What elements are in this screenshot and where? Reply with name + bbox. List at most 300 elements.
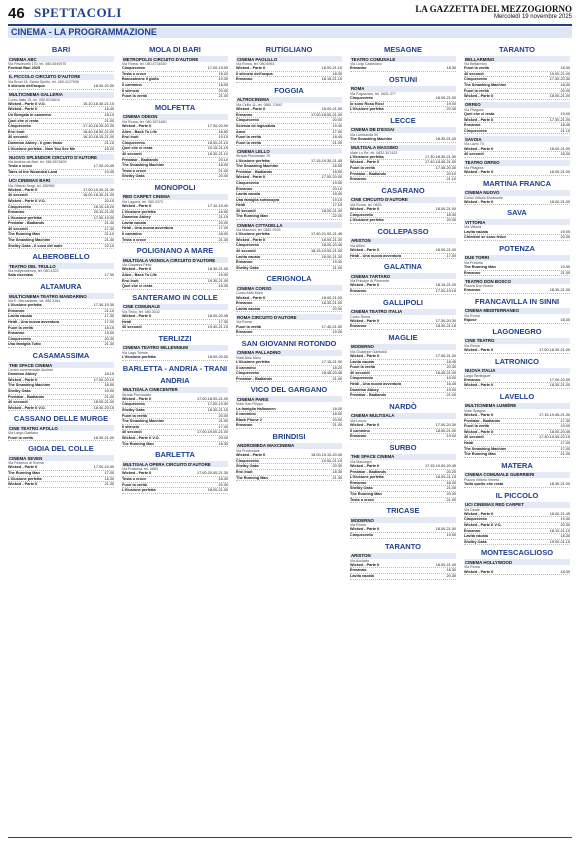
showtimes: 17.15 [332, 203, 342, 208]
screening-row [464, 235, 570, 241]
cinema-address: Via Roma [464, 313, 480, 318]
showtimes: 18.30 [560, 569, 570, 574]
film-title: L'illusione perfetta - Now You See Me [8, 146, 76, 151]
film-title: Fuori la verità [122, 94, 147, 99]
film-title: Wicked - Parte II [350, 562, 380, 567]
city-heading: IL PICCOLO [495, 490, 539, 500]
cinema-address: Via Acclavio [350, 558, 370, 563]
film-title: L'illusione perfetta [122, 209, 156, 214]
film-title: Cinquecento [8, 204, 31, 209]
film-title: Wicked - Parte II [464, 146, 494, 151]
cinema-name: MULTISALA OPERA CIRCUITO D'AUTORE [122, 461, 228, 467]
film-title: Wicked - Parte II [122, 123, 152, 128]
screening-row [8, 342, 114, 348]
city-heading: POTENZA [499, 243, 535, 253]
cinema-name: CINEMA CORSO [236, 285, 342, 291]
film-title: L'illusione perfetta [8, 215, 42, 220]
film-title: Lavita vacata [236, 254, 260, 259]
cinema-address: Via Luigi Castellano [350, 62, 382, 66]
showtimes: 20.20 [446, 469, 456, 474]
film-title: Il cammino [350, 428, 370, 433]
city-heading: NARDÒ [389, 401, 417, 411]
film-title: Cinquecento [350, 376, 373, 381]
cinema-address: Via Roma [350, 523, 366, 528]
cinema-name: MULTICINEMA LUMIÈRE [464, 403, 570, 409]
cinema-address: Via Roma [464, 343, 480, 348]
showtimes: 20.30 [446, 492, 456, 497]
film-title: L'illusione perfetta [350, 107, 384, 112]
showtimes: 21.00 [104, 394, 114, 399]
film-title: Testa o croce [8, 164, 33, 169]
showtimes: 17.30 [560, 418, 570, 423]
film-title: Quel che ci resta [122, 284, 153, 289]
showtimes: 21.30 [218, 237, 228, 242]
city-heading: MARTINA FRANCA [482, 178, 552, 188]
showtimes: 20.30 [446, 573, 456, 578]
cinema-name: CINE COMUNALE [122, 304, 228, 310]
screening-row [122, 238, 228, 244]
showtimes: 18.00-21.00 [435, 562, 456, 567]
cinema-address: Via Pretoria [464, 260, 483, 265]
film-title: Ermanno [236, 260, 253, 265]
showtimes: 16.00-18.30-21.00 [82, 193, 114, 198]
showtimes: 18.00-21.00 [549, 94, 570, 99]
showtimes: 20.10 [446, 171, 456, 176]
cinema-address: Corso Aldo Moro [236, 291, 263, 296]
film-title: Predator - Badlands [8, 221, 45, 226]
screening-row [8, 273, 114, 279]
city-heading: MOLA DI BARI [149, 45, 201, 54]
film-title: Shelby Oaks [122, 408, 145, 413]
showtimes: 18.30 [332, 469, 342, 474]
film-title: Cinquecento [350, 212, 373, 217]
screening-row [350, 393, 456, 399]
showtimes: 18.00-20.30 [93, 84, 114, 88]
showtimes: 18.00-21.30 [321, 208, 342, 213]
showtimes: 19.30 [332, 330, 342, 335]
screening-row [464, 271, 570, 277]
city-heading: MAGLIE [388, 332, 418, 342]
film-title: Wicked - Parte II [236, 295, 266, 300]
cinema-name: CINEMA NUOVO [464, 190, 570, 196]
showtimes: 21.00 [560, 270, 570, 275]
film-title: The Smashing Machine [8, 238, 51, 243]
film-title: Brancaleone il giallo [122, 77, 159, 82]
showtimes: 18.00-19.10-20.40 [310, 453, 342, 458]
film-title: Cinquecento [464, 517, 487, 522]
film-title: Fuori la verità [236, 140, 261, 145]
film-title: Wicked - Parte II [8, 482, 38, 487]
film-title: Predator - Badlands [350, 171, 387, 176]
screening-row [236, 330, 342, 336]
film-title: Scienza ed ingiustizia [236, 123, 276, 128]
film-title: Wicked - Parte II [464, 94, 494, 99]
showtimes: 18.10 [104, 112, 114, 117]
film-title: The Running Man [464, 264, 496, 269]
film-title: Heidi [122, 319, 132, 324]
showtimes: 20.10 [332, 186, 342, 191]
showtimes: 20.10-21.00 [93, 210, 114, 215]
showtimes: 21.30 [104, 342, 114, 347]
cinema-address: Via Roma, tel. 080.6951 [236, 62, 275, 66]
showtimes: 17.30 [218, 319, 228, 324]
cinema-name: MULTICINEMA TEATRO MANDARINO [8, 293, 114, 299]
film-title: Fuori la verità [464, 424, 489, 429]
film-title: Wicked - Parte II [350, 423, 380, 428]
showtimes: 21.30 [332, 475, 342, 480]
film-title: Il silenzio [122, 88, 140, 93]
film-title: Predator - Badlands [122, 157, 159, 162]
showtimes: 17.00 [560, 441, 570, 446]
film-title: L'illusione perfetta [350, 218, 384, 223]
film-title: Una famiglia Tutto [8, 342, 41, 347]
film-title: Wicked - Parte II [350, 160, 380, 165]
showtimes: 18.30-21.00 [93, 435, 114, 440]
screening-row [464, 318, 570, 324]
film-title: 40 secondi [464, 152, 484, 157]
film-title: 40 secondi [122, 151, 142, 156]
city-heading: MATERA [501, 460, 533, 470]
showtimes: 18.30 [446, 568, 456, 573]
film-title: Wicked - Parte II [236, 453, 266, 458]
showtimes: 17.00-18.00-21.00 [310, 112, 342, 117]
film-title: Tales of the Wounded Land [8, 169, 58, 174]
cinema-name: ORFEO [464, 102, 570, 108]
showtimes: 21.10 [104, 308, 114, 313]
film-title: Eroi Inuit [122, 135, 139, 140]
film-title: Predator - Badlands [8, 394, 45, 399]
screening-row [236, 476, 342, 482]
city-heading: BARI [51, 45, 71, 54]
film-title: 40 secondi [236, 249, 256, 254]
film-title: Wicked - Parte II [236, 107, 266, 112]
showtimes: 19.15-21.15 [207, 146, 228, 151]
showtimes: 19.00 [560, 229, 570, 234]
film-title: Wicked - Parte II [464, 169, 494, 174]
film-title: Heidi [464, 441, 474, 446]
showtimes: 21.00 [104, 118, 114, 123]
film-title: 40 secondi [350, 370, 370, 375]
film-title: Lavita vacata [350, 573, 374, 578]
showtimes: 17.00-19.30 [207, 402, 228, 407]
film-title: Wicked - Parte II [122, 314, 152, 319]
cinema-address: Via Pitagora [464, 107, 484, 112]
showtimes: 16.10-18.20 [93, 204, 114, 209]
showtimes: 18.20 [104, 146, 114, 151]
showtimes: 19.50 [332, 180, 342, 185]
showtimes: 18.15-21.15 [321, 77, 342, 82]
screening-row [464, 570, 570, 576]
film-title: Sala riservata [8, 273, 33, 278]
film-title: The Smashing Machine [122, 163, 165, 168]
cinema-name: ARISTON [350, 553, 456, 559]
cinema-address: Via Lago Trieste [122, 350, 148, 355]
film-title: The Smashing Machine [236, 164, 279, 169]
city-heading: TARANTO [385, 541, 421, 551]
showtimes: 18.00 [332, 412, 342, 417]
film-title: Ermanno [464, 288, 481, 293]
cinema-name: CINEMA PARIS [236, 396, 342, 402]
screening-row [464, 348, 570, 354]
showtimes: 18.45 [332, 135, 342, 140]
showtimes: 17.00-21.30 [435, 354, 456, 359]
film-title: Fuori la verità [464, 88, 489, 93]
film-title: Il silenzio [122, 424, 140, 429]
cinema-address: Via Lombardia 50 [350, 132, 379, 137]
showtimes: 19.40-21.15 [207, 325, 228, 330]
screening-row [350, 107, 456, 113]
cinema-address: Via Cirillo 11, tel. 0881.70847 [236, 102, 283, 107]
showtimes: 17.30-19.30 [93, 303, 114, 308]
film-title: Eroi Inuit [8, 129, 25, 134]
film-title: Wicked - Parte II [8, 187, 38, 192]
film-title: Fuori la verità [122, 413, 147, 418]
cinema-address: Via Tirolo, tel. 080.3032 [122, 309, 160, 314]
city-heading: COLLEPASSO [377, 226, 429, 236]
showtimes: 18.00-21.00 [435, 428, 456, 433]
showtimes: 17.40 [218, 424, 228, 429]
showtimes: 18.00-21.00 [435, 206, 456, 211]
city-heading: LAVELLO [499, 391, 535, 401]
showtimes: 20.40 [218, 174, 228, 179]
cinema-address: Via Giuseppe Garibaldi [350, 349, 387, 354]
cinema-address: Piazza Vittorio Veneto [464, 477, 500, 482]
film-title: Wicked - Parte II [350, 247, 380, 252]
cinema-name: ALTROCINEMA [236, 97, 342, 103]
footer-rule [8, 837, 572, 838]
screening-row [350, 218, 456, 224]
film-title: Ermanno [236, 423, 253, 428]
cinema-address: Corso Roma [350, 314, 371, 319]
film-title: Ermanno [350, 66, 367, 71]
cinema-name: CINEMA CITTADELLA [236, 222, 342, 228]
city-heading: TERLIZZI [158, 333, 192, 343]
city-heading: GIOIA DEL COLLE [28, 444, 94, 454]
film-title: L'illusione perfetta [236, 232, 270, 237]
listing-column-2 [122, 42, 228, 834]
film-title: Ermanno [350, 434, 367, 439]
showtimes: 18.00-21.00 [435, 527, 456, 532]
screening-row [122, 94, 228, 100]
showtimes: 19.00-21.15 [321, 458, 342, 463]
showtimes: 17.15-19.30-21.45 [310, 158, 342, 163]
film-title: The Smashing Machine [122, 419, 165, 424]
film-title: Wicked - Parte II V.O. [122, 435, 160, 440]
film-title: Heidi - Una nuova avventura [122, 226, 174, 231]
showtimes: 16.45 [446, 382, 456, 387]
showtimes: 21.00 [446, 486, 456, 491]
film-title: Ermanno [464, 270, 481, 275]
cinema-name: ROMA [350, 86, 456, 92]
film-title: Ermanno [350, 288, 367, 293]
cinema-name: TEATRO COMUNALE [350, 56, 456, 62]
film-title: Cinquecento [350, 533, 373, 537]
film-title: Wicked - Parte II [350, 354, 380, 359]
film-title: Io sono Rosa Ricci [350, 101, 384, 106]
showtimes: 18.30-21.00 [207, 267, 228, 272]
film-title: Il silenzio dell'acqua [236, 71, 273, 76]
screening-row [350, 533, 456, 539]
showtimes: 20.10 [218, 157, 228, 162]
cinema-address: Largo Berlinguer [464, 373, 491, 378]
listing-column-3 [236, 42, 342, 834]
showtimes: 17.00 [104, 470, 114, 475]
film-title: Wicked - Parte II V.O. [464, 523, 502, 528]
screening-row [236, 266, 342, 272]
showtimes: 17.15-19.00-20.45 [424, 464, 456, 469]
showtimes: 18.00-21.00 [549, 146, 570, 151]
film-title: Predator - Badlands [350, 469, 387, 474]
showtimes: 21.15 [218, 215, 228, 220]
cinema-address: Centro commerciale Auchan [8, 368, 54, 373]
film-title: Fuori la verità [236, 135, 261, 140]
screening-row [350, 324, 456, 330]
showtimes: 18.00-20.45 [549, 429, 570, 434]
film-title: Predator - Badlands [236, 376, 273, 381]
city-heading: MOLFETTA [154, 102, 196, 112]
showtimes: 18.10-21.10 [549, 528, 570, 533]
showtimes: 17.15-19.45-21.30 [538, 413, 570, 418]
screening-row [350, 289, 456, 295]
cinema-name: NUOVA ITALIA [464, 368, 570, 374]
showtimes: 18.30-21.15 [435, 324, 456, 329]
city-heading: BRINDISI [272, 431, 306, 441]
film-title: Festival Bari 2025 [8, 66, 41, 71]
showtimes: 21.00 [332, 376, 342, 381]
showtimes: 19.00 [560, 424, 570, 429]
showtimes: 17.40-21.50 [321, 324, 342, 329]
film-title: Wicked - Parte II [236, 66, 266, 71]
showtimes: 21.00 [560, 452, 570, 457]
screening-row [350, 137, 456, 143]
film-title: Quel che ci resta [464, 111, 495, 116]
film-title: Ripose [464, 318, 477, 323]
film-title: Shelby Oaks [122, 174, 145, 179]
showtimes: 20.00 [332, 118, 342, 123]
cinema-address: Strada Provinciale 70 [236, 154, 271, 159]
showtimes: 17.40-18.40-21.00 [424, 160, 456, 165]
screening-row [350, 498, 456, 504]
screening-row [464, 152, 570, 158]
cinema-name: ANDROMEDA MAXCINEMA [236, 443, 342, 449]
film-title: Downton Abbey [8, 372, 37, 377]
film-title: Fuori la verità [8, 325, 33, 330]
screening-row [464, 200, 570, 206]
cinema-address: Via Leuca [350, 418, 366, 423]
showtimes: 20.00 [218, 88, 228, 93]
film-title: 40 secondi [8, 193, 28, 198]
city-heading: SANTERAMO IN COLLE [132, 292, 218, 302]
film-title: Wicked - Parte II [8, 465, 38, 470]
screening-row [350, 574, 456, 580]
city-heading: TRICASE [386, 506, 420, 516]
showtimes: 18.30 [560, 534, 570, 539]
cinema-name: NUOVO SPLENDOR CIRCUITO D'AUTORE [8, 154, 114, 160]
cinema-name: VITTORIA [464, 219, 570, 225]
showtimes: 21.00 [446, 497, 456, 502]
cinema-address: Via Ottavio Sergi, tel. 892960 [8, 183, 55, 188]
issue-date: Mercoledì 19 novembre 2025 [493, 14, 572, 20]
showtimes: 17.00-19.20-21.30 [82, 187, 114, 192]
showtimes: 16.10-18.15-21.00 [82, 135, 114, 140]
film-title: Lavita vacata [350, 359, 374, 364]
showtimes: 18.15-19.00-21.30 [310, 249, 342, 254]
showtimes: 18.30 [560, 82, 570, 87]
film-title: Heidi [236, 203, 246, 208]
cinema-address: Via Provinciale [236, 448, 260, 453]
showtimes: 19.10 [218, 135, 228, 140]
showtimes: 18.15 [104, 325, 114, 330]
film-title: 40 secondi [236, 208, 256, 213]
cinema-name: TEATRO DEL TRULLO [8, 263, 114, 269]
film-title: 40 secondi [122, 430, 142, 435]
film-title: Wicked - Parte II [464, 383, 494, 388]
film-title: L'illusione perfetta [122, 488, 156, 493]
cinema-address: Via Bruni 18, Santo Spirito, tel. 080.4127698 [8, 79, 79, 84]
film-title: Fuori la verità [122, 482, 147, 487]
film-title: Fuori la verità [236, 324, 261, 329]
city-heading: LAGONEGRO [492, 326, 542, 336]
cinema-address: Via Alfieri [350, 243, 365, 248]
film-title: Wicked - Parte II [8, 107, 38, 112]
cinema-address: Via Principe di Piemonte [350, 279, 390, 284]
film-title: Cinquecento [8, 336, 31, 341]
showtimes: 18.00-21.10 [207, 140, 228, 145]
showtimes: 18.15 [104, 372, 114, 377]
showtimes: 19.40 [332, 123, 342, 128]
city-heading: OSTUNI [388, 74, 418, 84]
cinema-address: Via Giovanni Pinto [122, 263, 152, 268]
film-title: Wicked - Parte II [350, 283, 380, 288]
film-title: 40 secondi [8, 135, 28, 140]
film-title: Ermanno [350, 480, 367, 485]
showtimes: 18.20 [218, 71, 228, 76]
film-title: Wicked - Parte II [350, 464, 380, 469]
film-title: Lavita vacata [236, 192, 260, 197]
film-title: Lavita vacata [8, 314, 32, 319]
cinema-name: TEATRO DON BOSCO [464, 278, 570, 284]
film-title: Cinquecento [236, 371, 259, 376]
film-title: Un Bengala in cammino [8, 112, 52, 117]
cinema-name: THE SPACE CINEMA [8, 362, 114, 368]
cinema-name: CINEMA TEATRO ITALIA [350, 309, 456, 315]
masthead-title: LA GAZZETTA DEL MEZZOGIORNO [415, 4, 572, 14]
showtimes: 15.10-18.30-21.15 [82, 101, 114, 106]
city-heading: LECCE [390, 115, 416, 125]
cinema-name: MULTISALA CINECENTER [122, 387, 228, 393]
film-title: L'illusione perfetta [122, 355, 156, 360]
showtimes: 18.30-21.00 [435, 136, 456, 141]
city-heading: MONOPOLI [154, 182, 196, 192]
film-title: Cinquecento [236, 243, 259, 248]
film-title: Ermanno [8, 210, 25, 215]
showtimes: 17.00-20.00 [321, 175, 342, 180]
showtimes: 21.10 [104, 232, 114, 237]
film-title: Shelby Oaks [464, 539, 487, 544]
cinema-address: Strada Provinciale [122, 392, 152, 397]
film-title: Ermanno [236, 112, 253, 117]
cinema-name: CINEMA LELLO [236, 148, 342, 154]
city-heading: VICO DEL GARGANO [250, 385, 328, 395]
film-title: Wicked - Parte II [464, 413, 494, 418]
film-title: 40 secondi [464, 435, 484, 440]
film-title: Wicked - Parte II V.O. [8, 198, 46, 203]
showtimes: 18.20 [332, 365, 342, 370]
film-title: Quel che ci resta [122, 146, 153, 151]
showtimes: 18.30-21.00 [321, 301, 342, 306]
film-title: L'illusione perfetta [236, 360, 270, 365]
showtimes: 17.30 [104, 314, 114, 319]
